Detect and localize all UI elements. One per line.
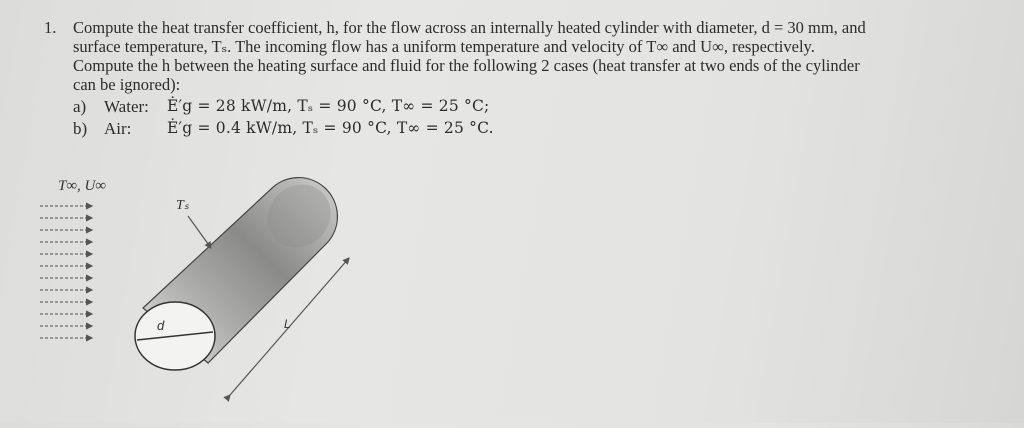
surface-temperature-label: Tₛ (176, 198, 190, 213)
case-a-label: a) (73, 97, 87, 116)
problem-text-line-2: surface temperature, Tₛ. The incoming flow has a uniform temperature and velocity of T∞ and U∞, respectively. (73, 37, 815, 56)
case-b-equation: Ė′g = 0.4 kW/m, Tₛ = 90 °C, T∞ = 25 °C. (167, 119, 494, 137)
case-a-equation: Ė′g = 28 kW/m, Tₛ = 90 °C, T∞ = 25 °C; (167, 97, 490, 115)
problem-text-line-1: Compute the heat transfer coefficient, h, for the flow across an internally heated cylinder with diameter, d = 30 mm, and (73, 18, 866, 37)
surface-pointer (188, 216, 211, 248)
diameter-label: d (157, 318, 165, 333)
problem-number: 1. (44, 18, 57, 37)
problem-text-line-3: Compute the h between the heating surface and fluid for the following 2 cases (heat transfer at two ends of the cylinder (73, 56, 860, 75)
length-label: L (284, 317, 291, 331)
flow-arrows (40, 206, 92, 338)
case-b-fluid: Air: (104, 119, 132, 138)
flow-label: T∞, U∞ (58, 178, 107, 194)
case-a-fluid: Water: (104, 97, 149, 116)
problem-text-line-4: can be ignored): (73, 75, 181, 94)
case-b-label: b) (73, 119, 88, 138)
